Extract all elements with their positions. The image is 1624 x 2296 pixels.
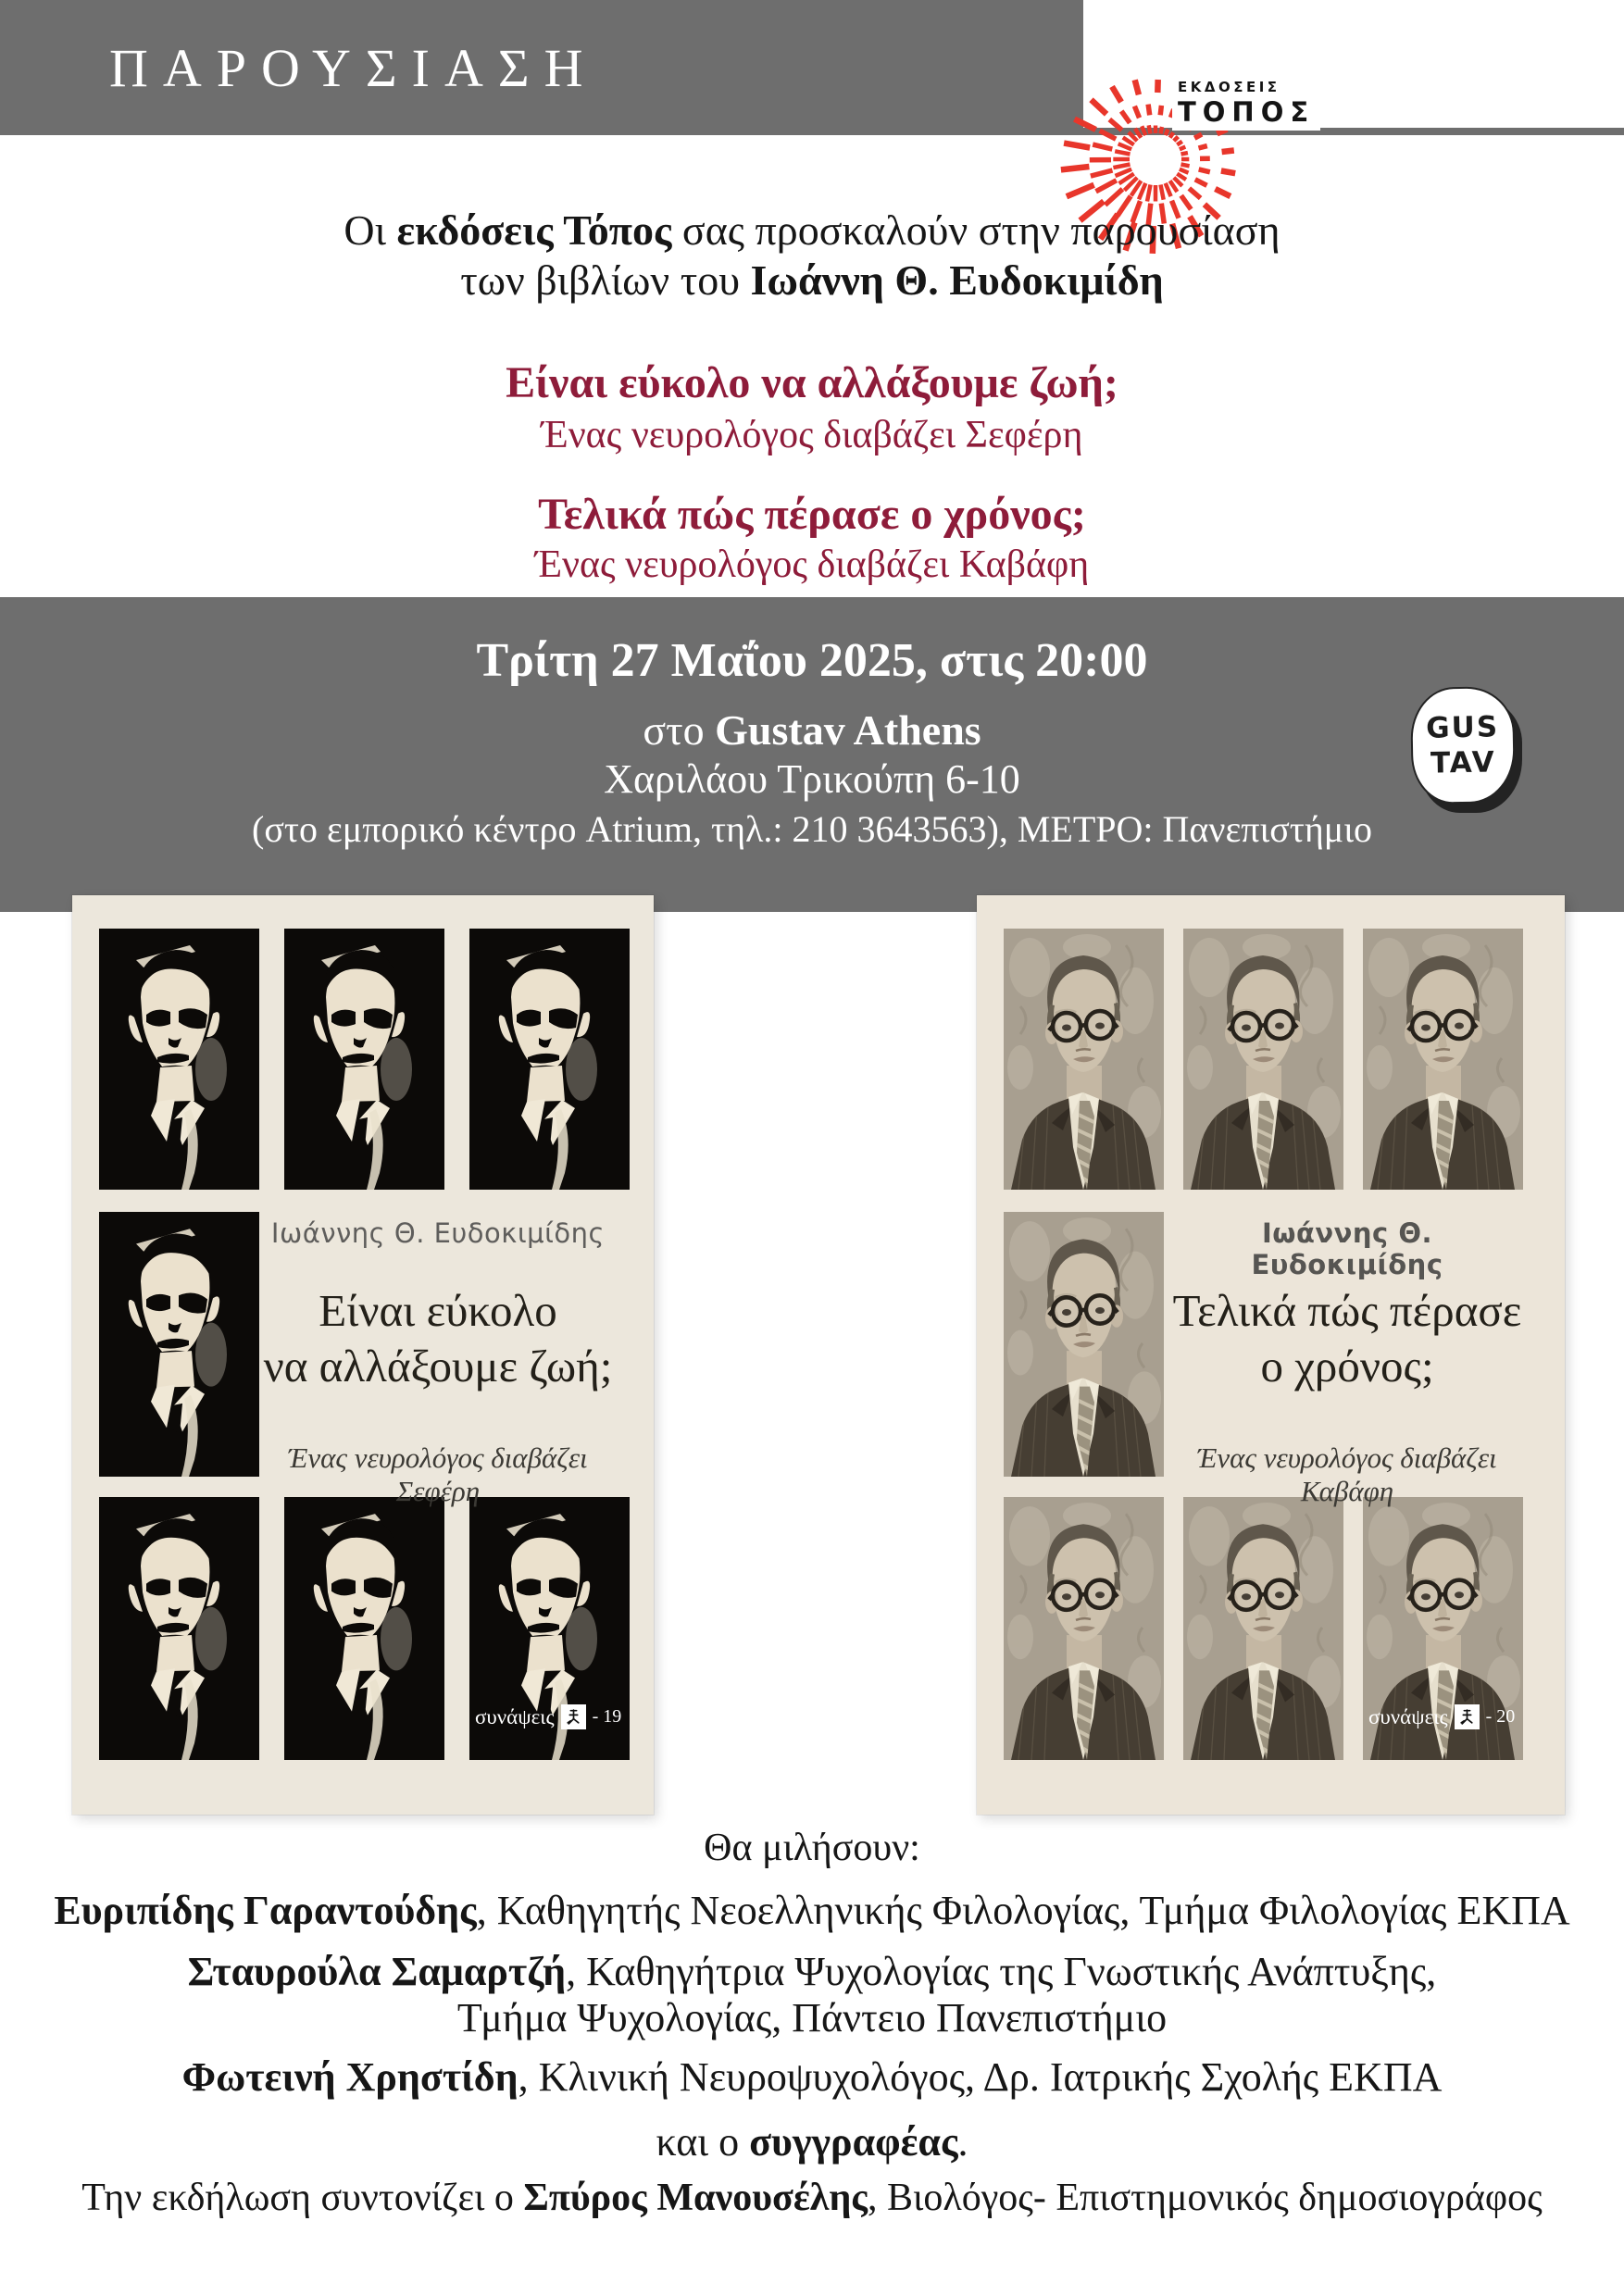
speaker-1: Ευριπίδης Γαραντούδης, Καθηγητής Νεοελληνικής Φιλολογίας, Τμήμα Φιλολογίας ΕΚΠΑ — [54, 1888, 1570, 1933]
event-venue: στο Gustav Athens — [643, 706, 981, 754]
series-mark — [475, 1704, 621, 1729]
book-1-title: Είναι εύκολο να αλλάξουμε ζωή; — [506, 358, 1118, 407]
publisher-bold: εκδόσεις Τόπος — [396, 206, 672, 254]
poster-title: ΠΑΡΟΥΣΙΑΣΗ — [109, 37, 598, 98]
series-number: - 20 — [1485, 1706, 1516, 1727]
seferis-portrait — [284, 1497, 444, 1760]
cavafy-portrait — [1004, 929, 1164, 1190]
cover-title-line-2: ο χρόνος; — [1260, 1341, 1434, 1391]
seferis-portrait — [99, 929, 259, 1190]
book-cover-cavafy — [977, 895, 1565, 1815]
seferis-portrait — [284, 929, 444, 1190]
series-logo-icon — [561, 1704, 586, 1729]
speaker-name: Σταυρούλα Σαμαρτζή — [187, 1949, 567, 1994]
speaker-name: Φωτεινή Χρηστίδη — [181, 2054, 518, 2100]
cavafy-portrait — [1363, 929, 1523, 1190]
series-name: συνάψεις — [475, 1704, 555, 1728]
author-bold: Ιωάννη Θ. Ευδοκιμίδη — [750, 256, 1164, 304]
speaker-name: Ευριπίδης Γαραντούδης — [54, 1888, 477, 1933]
cover-author: Ιωάννης Θ. Ευδοκιμίδης — [1251, 1217, 1443, 1280]
series-name: συνάψεις — [1368, 1704, 1448, 1728]
speaker-2-role-line-2: Τμήμα Ψυχολογίας, Πάντειο Πανεπιστήμιο — [456, 1995, 1168, 2040]
event-datetime: Τρίτη 27 Μαΐου 2025, στις 20:00 — [476, 634, 1148, 687]
cover-subtitle: Ένας νευρολόγος διαβάζει Σεφέρη — [288, 1441, 588, 1507]
cover-title-line-1: Τελικά πώς πέρασε — [1172, 1285, 1522, 1336]
series-logo-icon — [1455, 1704, 1480, 1729]
cover-subtitle: Ένας νευρολόγος διαβάζει Καβάφη — [1197, 1441, 1497, 1507]
cavafy-portrait — [1363, 1497, 1523, 1760]
invitation-line-2: των βιβλίων του Ιωάννη Θ. Ευδοκιμίδη — [460, 256, 1164, 304]
gustav-line-1: GUS — [1425, 710, 1500, 745]
publisher-name: ΤΟΠΟΣ — [1178, 96, 1316, 128]
cavafy-portrait — [1004, 1212, 1164, 1477]
speaker-2: Σταυρούλα Σαμαρτζή, Καθηγήτρια Ψυχολογίας της Γνωστικής Ανάπτυξης, — [187, 1949, 1437, 1994]
cavafy-portrait — [1183, 929, 1343, 1190]
coordinator-name: Σπύρος Μανουσέλης — [523, 2177, 868, 2219]
coordinator-line: Την εκδήλωση συντονίζει ο Σπύρος Μανουσέλης, Βιολόγος- Επιστημονικός δημοσιογράφος — [81, 2177, 1543, 2219]
book-2-subtitle: Ένας νευρολόγος διαβάζει Καβάφη — [534, 543, 1090, 586]
cover-title-line-1: Είναι εύκολο — [319, 1285, 557, 1336]
seferis-portrait — [99, 1212, 259, 1477]
seferis-portrait — [469, 1497, 630, 1760]
invitation-line-1: Οι εκδόσεις Τόπος σας προσκαλούν στην παρουσίαση — [344, 206, 1280, 254]
gustav-line-2: TAV — [1430, 745, 1496, 780]
seferis-portrait — [469, 929, 630, 1190]
topos-logo — [1172, 76, 1320, 131]
event-address: Χαριλάου Τρικούπη 6-10 — [604, 756, 1020, 802]
cover-title-line-2: να αλλάξουμε ζωή; — [263, 1341, 613, 1391]
speakers-heading: Θα μιλήσουν: — [704, 1827, 920, 1869]
cover-author: Ιωάννης Θ. Ευδοκιμίδης — [270, 1217, 606, 1249]
speaker-3: Φωτεινή Χρηστίδη, Κλινική Νευροψυχολόγος, Δρ. Ιατρικής Σχολής ΕΚΠΑ — [181, 2054, 1443, 2100]
series-number: - 19 — [592, 1706, 622, 1727]
book-cover-seferis — [72, 895, 654, 1815]
event-details: (στο εμπορικό κέντρο Atrium, τηλ.: 210 3643563), ΜΕΤΡΟ: Πανεπιστήμιο — [252, 808, 1372, 850]
cavafy-portrait — [1004, 1497, 1164, 1760]
seferis-portrait — [99, 1497, 259, 1760]
publisher-kicker: ΕΚΔΟΣΕΙΣ — [1178, 79, 1280, 95]
book-2-title: Τελικά πώς πέρασε ο χρόνος; — [538, 490, 1086, 539]
gustav-logo-badge — [1410, 686, 1516, 805]
book-1-subtitle: Ένας νευρολόγος διαβάζει Σεφέρη — [541, 414, 1083, 456]
series-mark — [1368, 1704, 1515, 1729]
and-the-author-line: και ο συγγραφέας. — [656, 2119, 968, 2165]
gustav-logo — [1411, 687, 1515, 804]
venue-name: Gustav Athens — [715, 706, 981, 754]
cavafy-portrait — [1183, 1497, 1343, 1760]
